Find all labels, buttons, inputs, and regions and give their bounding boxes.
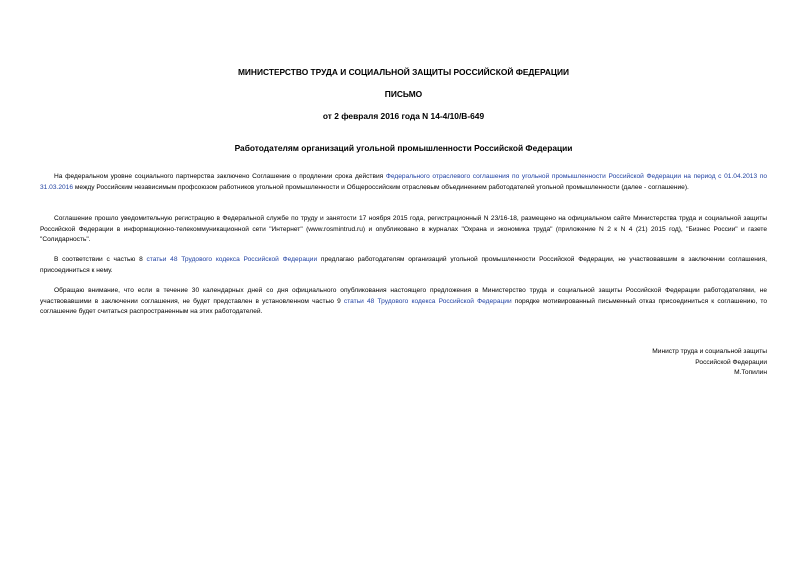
agreement-link[interactable]: Федерального отраслевого соглашения по угольной промышленности Российской Федерации на период с 01.04.2013 по 31.03.2016 [40,173,767,191]
paragraph-4-text-before: Обращаю внимание, что если в течение 30 календарных дней со дня официального опубликования настоящего предложения в Министерство труда и социальной защиты Российской Федерации работодателями, не участвовавшими в заключении соглашения, не будет представлен в установленном частью 9 [40,287,767,305]
paragraph-4-text-after: порядке мотивированный письменный отказ присоединиться к соглашению, то соглашение будет считаться распространенным на этих работодателей. [40,297,768,315]
labor-code-article-48-link-2[interactable]: статьи 48 Трудового кодекса Российской Федерации [343,297,512,305]
document-type-heading: ПИСЬМО [384,89,423,99]
paragraph-1-text-before: На федеральном уровне социального партнерства заключено Соглашение о продлении срока действия [54,173,386,180]
paragraph-1 [40,172,767,193]
paragraph-2-text: Соглашение прошло уведомительную регистрацию в Федеральной службе по труду и занятости 17 ноября 2015 года, регистрационный N 23/16-18, размещено на официальном сайте Министерства труда и социальной защиты Российской Федерации в информационно-телекоммуникационной сети "Интернет" (www.rosmintrud.ru) и опубликовано в журналах "Охрана и экономика труда" (приложение N 2 к N 4 (21) 2015 год), "Бизнес России" и газете "Солидарность". [40,215,767,243]
signature-block [652,347,767,379]
signature-title: Министр труда и социальной защиты [652,348,767,355]
paragraph-4 [40,286,767,318]
document-date-number: от 2 февраля 2016 года N 14-4/10/В-649 [322,111,485,121]
paragraph-3-text-after: предлагаю работодателям организаций угольной промышленности Российской Федерации, не участвовавшим в заключении соглашения, присоединиться к нему. [40,256,767,274]
labor-code-article-48-link[interactable]: статьи 48 Трудового кодекса Российской Федерации [146,256,318,263]
paragraph-2 [40,214,767,246]
signature-country: Российской Федерации [695,358,767,366]
paragraph-3-text-before: В соответствии с частью 8 [54,256,147,263]
ministry-heading: МИНИСТЕРСТВО ТРУДА И СОЦИАЛЬНОЙ ЗАЩИТЫ РОССИЙСКОЙ ФЕДЕРАЦИИ [237,67,570,77]
paragraph-1-text-after: между Российским независимым профсоюзом работников угольной промышленности и Общероссийским отраслевым объединением работодателей угольной промышленности (далее - соглашение). [73,183,689,191]
signature-name: М.Топилин [734,369,767,376]
paragraph-3 [40,255,767,276]
addressee-heading: Работодателям организаций угольной промышленности Российской Федерации [234,143,573,153]
